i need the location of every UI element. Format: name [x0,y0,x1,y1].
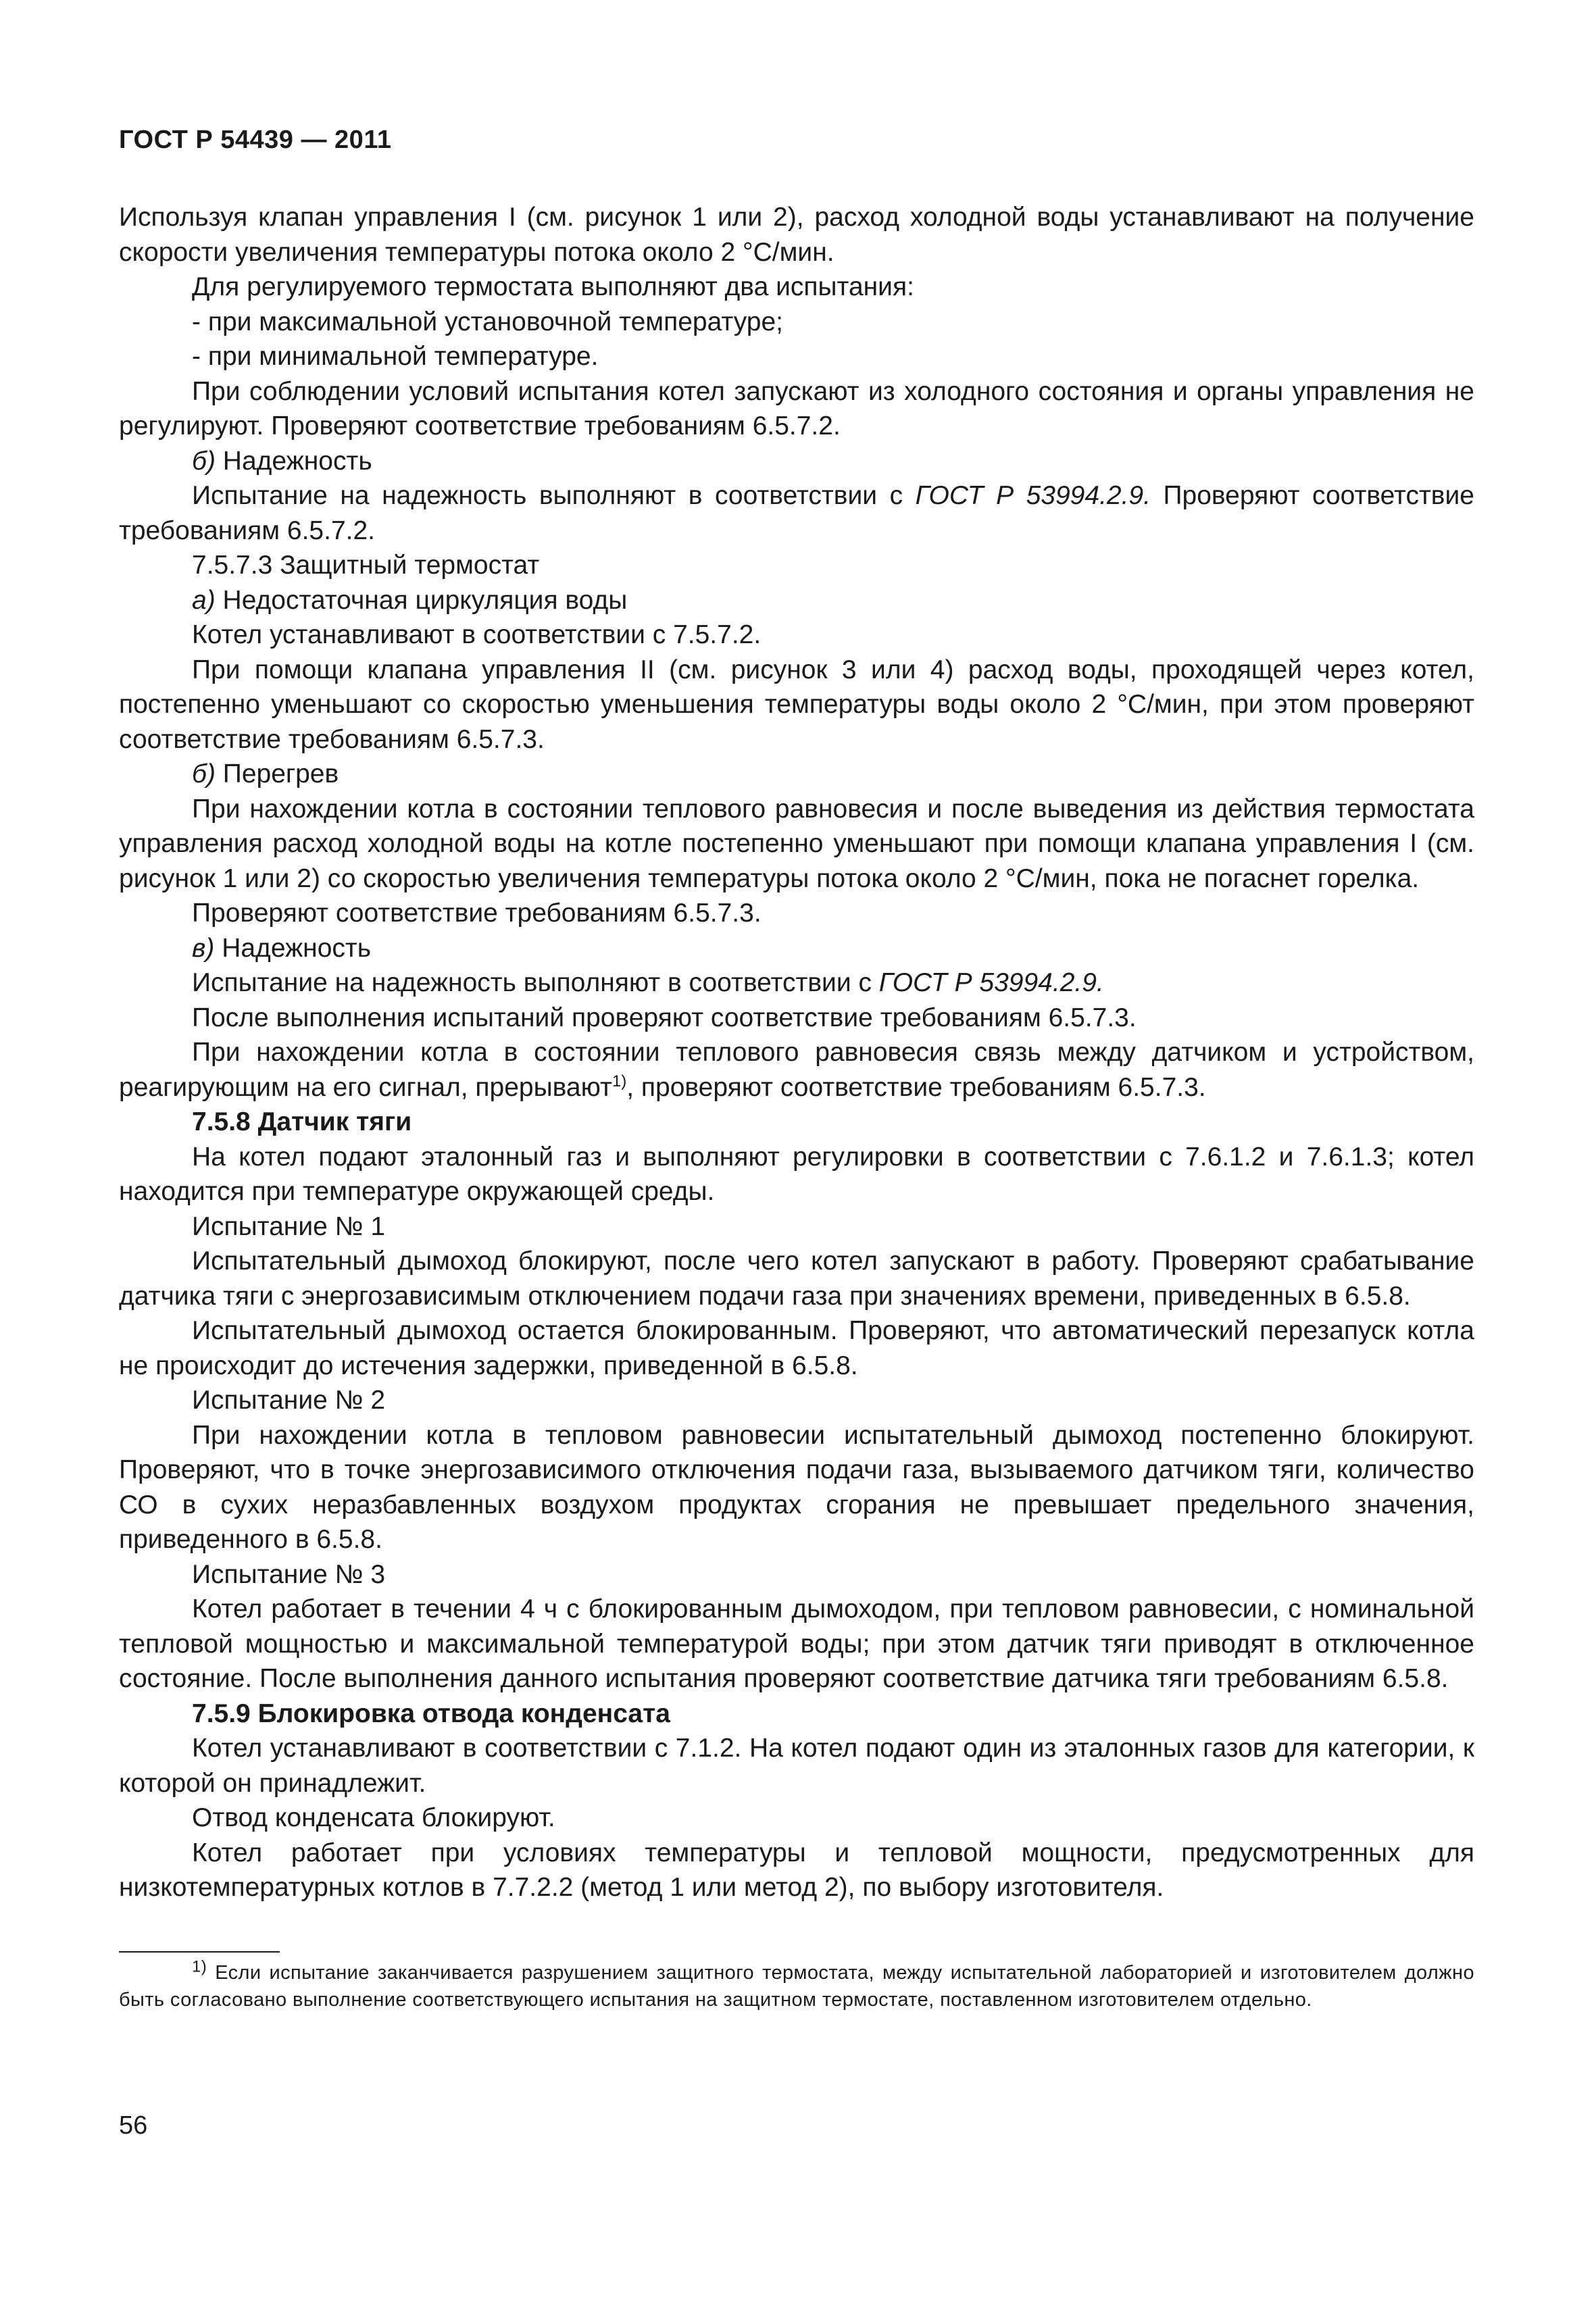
footnote-text: Если испытание заканчивается разрушением защитного термостата, между испытательной лабораторией и изготовителем должно быть согласовано выполнение соответствующего испытания на защитном термостате, поставленном изготовителем отдельно. [119,1962,1474,2011]
footnote-mark: 1) [192,1957,207,1976]
section-heading: 7.5.8 Датчик тяги [192,1107,412,1136]
paragraph: Испытательный дымоход блокируют, после чего котел запускают в работу. Проверяют срабатывание датчика тяги с энергозависимым отключением подачи газа при значениях времени, приведенных в 6.5.8. [119,1247,1474,1311]
paragraph: Отвод конденсата блокируют. [192,1803,555,1832]
footnote-divider [119,1951,280,1953]
list-item: - при максимальной установочной температуре; [192,307,783,336]
subsection-heading: б) Надежность [192,446,372,476]
paragraph: Котел работает при условиях температуры и тепловой мощности, предусмотренных для низкотемпературных котлов в 7.7.2.2 (метод 1 или метод 2), по выбору изготовителя. [119,1838,1474,1902]
test-heading: Испытание № 1 [192,1211,386,1241]
subsection-heading: б) Перегрев [192,759,339,788]
list-item: - при минимальной температуре. [192,342,599,371]
document-header: ГОСТ Р 54439 — 2011 [119,126,392,154]
paragraph: При нахождении котла в тепловом равновесии испытательный дымоход постепенно блокируют. Проверяют, что в точке энергозависимого отключения подачи газа, вызываемого датчиком тяги, количество СО в сухих неразбавленных воздухом продуктах сгорания не превышает предельного значения, приведенного в 6.5.8. [119,1420,1474,1554]
test-heading: Испытание № 2 [192,1386,386,1415]
paragraph: При помощи клапана управления II (см. рисунок 3 или 4) расход воды, проходящей через котел, постепенно уменьшают со скоростью уменьшения температуры воды около 2 °С/мин, при этом проверяют соответствие требованиям 6.5.7.3. [119,655,1474,754]
paragraph: Котел устанавливают в соответствии с 7.1.2. На котел подают один из эталонных газов для категории, к которой он принадлежит. [119,1734,1474,1798]
paragraph: Используя клапан управления I (см. рисунок 1 или 2), расход холодной воды устанавливают на получение скорости увеличения температуры потока около 2 °С/мин. [119,203,1474,267]
standard-reference: ГОСТ Р 53994.2.9. [878,968,1104,997]
body-text [119,200,1474,1905]
paragraph: Котел устанавливают в соответствии с 7.5.7.2. [192,620,762,649]
page-number: 56 [119,2111,148,2140]
paragraph: При нахождении котла в состоянии теплового равновесия связь между датчиком и устройством, реагирующим на его сигнал, прерывают$^{1)}$, проверяют соответствие требованиям 6.5.7.3. [119,1038,1474,1102]
footnote-reference: 1) [612,1072,627,1090]
paragraph: При соблюдении условий испытания котел запускают из холодного состояния и органы управления не регулируют. Проверяют соответствие требованиям 6.5.7.2. [119,376,1474,441]
paragraph: После выполнения испытаний проверяют соответствие требованиям 6.5.7.3. [192,1003,1137,1032]
paragraph: Испытание на надежность выполняют в соответствии с ГОСТ Р 53994.2.9. [192,968,1104,997]
paragraph: Котел работает в течении 4 ч с блокированным дымоходом, при тепловом равновесии, с номинальной тепловой мощностью и максимальной температурой воды; при этом датчик тяги приводят в отключенное состояние. После выполнения данного испытания проверяют соответствие датчика тяги требованиям 6.5.8. [119,1594,1474,1693]
subsection-heading: а) Недостаточная циркуляция воды [192,585,628,615]
subsection-heading: в) Надежность [192,933,372,963]
document-page [119,0,1474,2314]
paragraph: Проверяют соответствие требованиям 6.5.7.3. [192,899,762,928]
paragraph: Испытание на надежность выполняют в соответствии с ГОСТ Р 53994.2.9. Проверяют соответствие требованиям 6.5.7.2. [119,481,1474,545]
test-heading: Испытание № 3 [192,1559,386,1589]
footnote [119,1959,1474,2013]
section-heading: 7.5.9 Блокировка отвода конденсата [192,1699,670,1728]
standard-reference: ГОСТ Р 53994.2.9. [915,481,1151,510]
paragraph: При нахождении котла в состоянии теплового равновесия и после выведения из действия термостата управления расход холодной воды на котле постепенно уменьшают при помощи клапана управления I (см. рисунок 1 или 2) со скоростью увеличения температуры потока около 2 °С/мин, пока не погаснет горелка. [119,794,1474,893]
paragraph: Испытательный дымоход остается блокированным. Проверяют, что автоматический перезапуск котла не происходит до истечения задержки, приведенной в 6.5.8. [119,1316,1474,1380]
paragraph: Для регулируемого термостата выполняют два испытания: [192,272,914,301]
paragraph: На котел подают эталонный газ и выполняют регулировки в соответствии с 7.6.1.2 и 7.6.1.3; котел находится при температуре окружающей среды. [119,1142,1474,1206]
section-heading: 7.5.7.3 Защитный термостат [192,551,540,580]
